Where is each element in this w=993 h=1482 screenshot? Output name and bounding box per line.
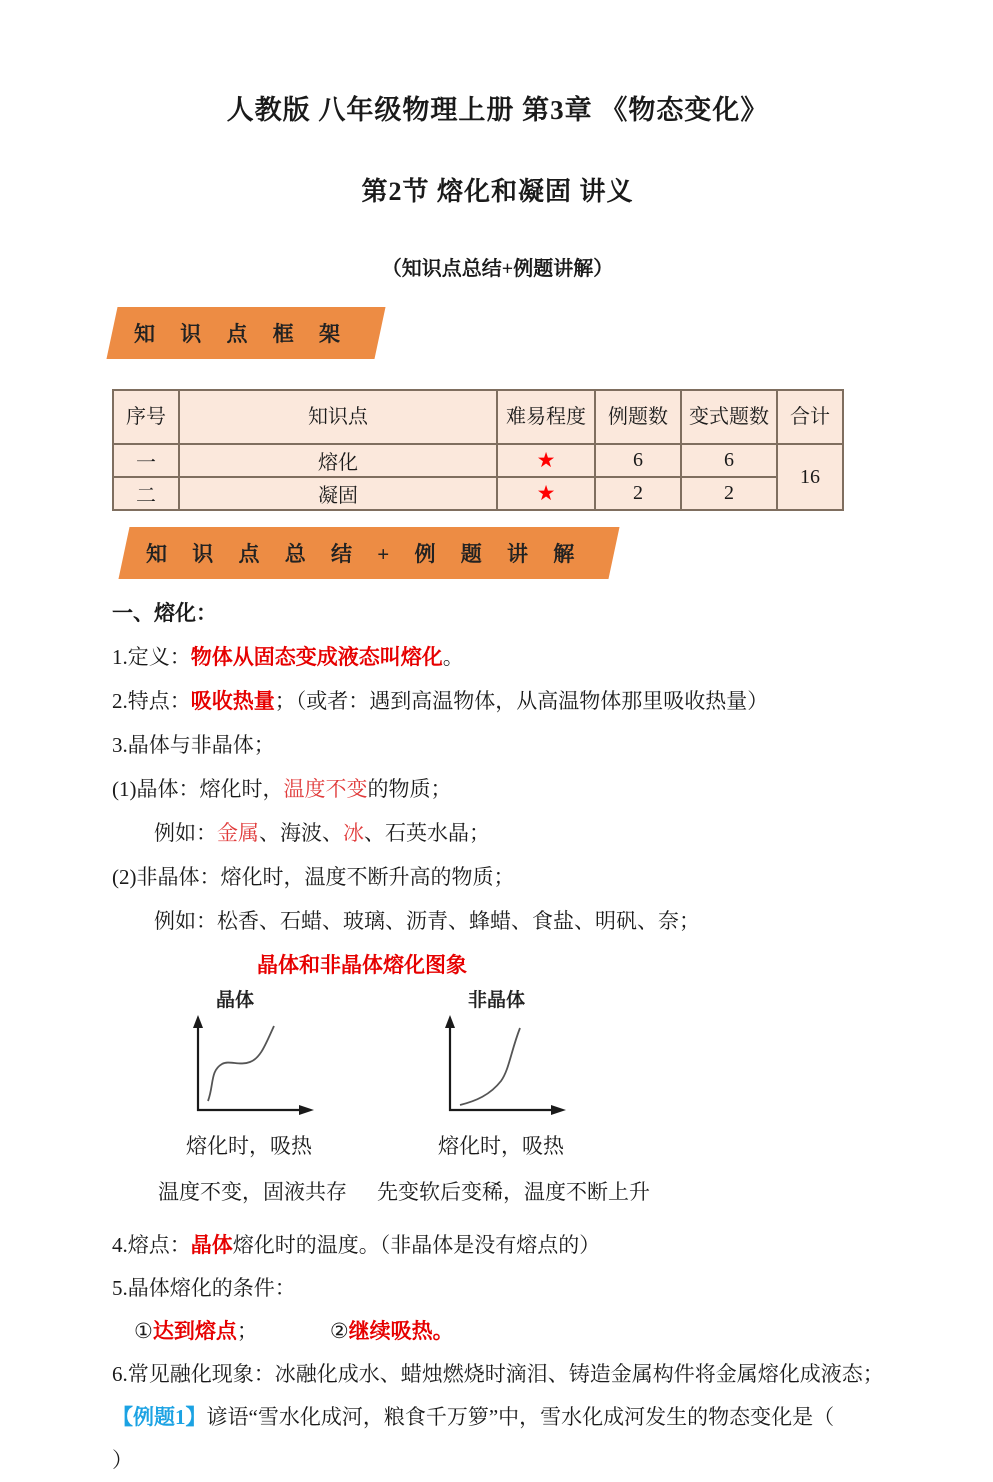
example1-line [112,1396,884,1439]
col-header-variants: 变式题数 [681,390,777,444]
condition1-number: ① [134,1319,153,1343]
table-row [113,477,843,510]
row1-difficulty [497,444,595,477]
melting-point-prefix: 4.熔点： [112,1233,191,1257]
definition-prefix: 1.定义： [112,645,191,669]
page-title: 人教版 八年级物理上册 第3章 《物态变化》 [226,95,769,125]
row2-index: 二 [113,477,179,510]
melting-point-highlight: 晶体 [190,1233,233,1257]
section-melting-continued [112,1224,883,1482]
crystal-eg-ice: 冰 [343,821,364,845]
melting-point-line [112,1224,883,1267]
amorphous-melting-curve-chart [436,1013,576,1123]
knowledge-framework-table [112,389,844,511]
feature-line [112,679,883,723]
section-title: 一、熔化： [112,601,217,625]
row2-difficulty [497,477,595,510]
banner-knowledge-framework-label: 知 识 点 框 架 [134,322,350,346]
banner-knowledge-framework [106,307,385,359]
row1-examples: 6 [595,444,681,477]
crystal-melting-curve-chart [184,1013,324,1123]
phenomena-line: 6.常见融化现象：冰融化成水、蜡烛燃烧时滴泪、铸造金属构件将金属熔化成液态； [112,1362,884,1386]
row1-variants: 6 [681,444,777,477]
row2-topic: 凝固 [179,477,497,510]
crystal-curve [208,1026,274,1101]
total-cell: 16 [777,444,843,510]
page-tagline: （知识点总结+例题讲解） [381,258,614,280]
feature-highlight: 吸收热量 [190,689,275,713]
amorphous-line: (2)非晶体：熔化时，温度不断升高的物质； [112,865,515,889]
y-axis-arrow-icon [445,1015,455,1028]
col-header-examples: 例题数 [595,390,681,444]
crystal-eg-metal: 金属 [217,821,259,845]
col-header-total: 合计 [777,390,843,444]
conditions-line [112,1310,883,1353]
crystal-graph-note: 温度不变，固液共存 [158,1180,347,1204]
banner-summary-examples-label: 知 识 点 总 结 + 例 题 讲 解 [146,542,585,566]
crystal-intro-line: 3.晶体与非晶体； [112,733,275,757]
crystal-eg-mid: 、海波、 [259,821,343,845]
crystal-eg-prefix: 例如： [154,821,217,845]
feature-rest: ；（或者：遇到高温物体，从高温物体那里吸收热量） [274,689,769,713]
crystal-line [112,767,883,811]
amorphous-examples-line: 例如：松香、石蜡、玻璃、沥青、蜂蜡、食盐、明矾、奈； [154,909,700,933]
amorphous-graph [436,989,586,1160]
example1-text: 谚语“雪水化成河，粮食千万箩”中，雪水化成河发生的物态变化是（ [206,1405,835,1429]
section-melting [112,591,883,943]
row2-variants: 2 [681,477,777,510]
definition-end: 。 [442,645,464,669]
condition-separator: ； [236,1319,258,1343]
col-header-topic: 知识点 [179,390,497,444]
condition2-highlight: 继续吸热 [348,1319,433,1343]
col-header-index: 序号 [113,390,179,444]
amorphous-graph-note: 先变软后变稀，温度不断上升 [377,1180,650,1204]
col-header-difficulty: 难易程度 [497,390,595,444]
condition1-highlight: 达到熔点 [152,1319,237,1343]
crystal-graph [184,989,334,1160]
crystal-examples-line [112,811,883,855]
melting-graphs [112,989,883,1160]
crystal-prefix: (1)晶体：熔化时， [112,777,284,801]
feature-prefix: 2.特点： [112,689,191,713]
table-header-row [113,390,843,444]
x-axis-arrow-icon [551,1105,566,1115]
y-axis-arrow-icon [193,1015,203,1028]
row2-examples: 2 [595,477,681,510]
row1-index: 一 [113,444,179,477]
melting-point-rest: 熔化时的温度。（非晶体是没有熔点的） [232,1233,601,1257]
crystal-graph-label: 晶体 [216,990,255,1011]
example1-tag: 【例题1】 [112,1405,207,1429]
figure-heading: 晶体和非晶体熔化图象 [257,953,467,977]
condition-title-line: 5.晶体熔化的条件： [112,1276,296,1300]
amorphous-graph-caption: 熔化时，吸热 [438,1134,564,1158]
crystal-graph-caption: 熔化时，吸热 [186,1134,312,1158]
star-icon: ★ [536,481,556,505]
crystal-highlight: 温度不变 [283,777,368,801]
example1-close-paren: ） [112,1448,133,1472]
amorphous-curve [460,1028,520,1105]
x-axis-arrow-icon [299,1105,314,1115]
definition-line [112,635,883,679]
table-row [113,444,843,477]
row1-topic: 熔化 [179,444,497,477]
condition2-end: 。 [432,1319,454,1343]
crystal-rest: 的物质； [367,777,452,801]
crystal-eg-rest: 、石英水晶； [364,821,490,845]
condition2-number: ② [329,1319,349,1343]
banner-summary-examples [118,527,619,579]
star-icon: ★ [536,448,556,472]
definition-highlight: 物体从固态变成液态叫熔化 [190,645,443,669]
graph-notes [112,1176,883,1206]
page-subtitle: 第2节 熔化和凝固 讲义 [361,177,634,206]
amorphous-graph-label: 非晶体 [468,990,526,1011]
